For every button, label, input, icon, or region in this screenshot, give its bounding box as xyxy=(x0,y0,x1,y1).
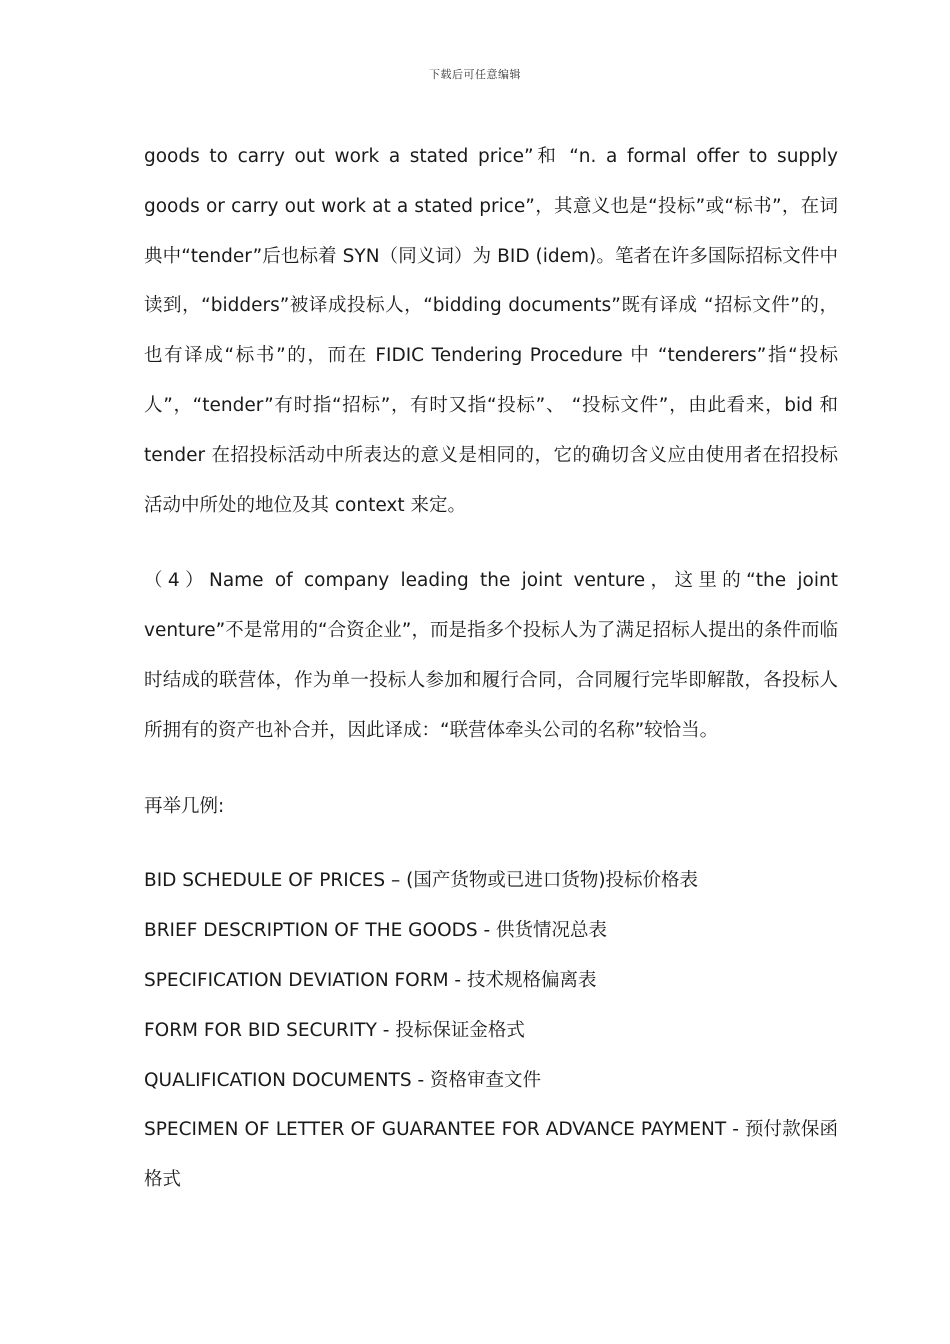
list-item: SPECIMEN OF LETTER OF GUARANTEE FOR ADVANCE PAYMENT - 预付款保函格式 xyxy=(144,1119,838,1191)
page-header: 下载后可任意编辑 xyxy=(429,68,521,81)
paragraph-joint-venture: （4）Name of company leading the joint venture，这里的“the joint venture”不是常用的“合资企业”，而是指多个投标人为了满足招标人提出的条件而临时结成的联营体，作为单一投标人参加和履行合同，合同履行完毕即解散，各投标人所拥有的资产也补合并，因此译成：“联营体牵头公司的名称”较恰当。 xyxy=(144,570,838,741)
list-item: BID SCHEDULE OF PRICES – (国产货物或已进口货物)投标价格表 xyxy=(144,870,699,892)
list-item: SPECIFICATION DEVIATION FORM - 技术规格偏离表 xyxy=(144,969,597,991)
list-item: FORM FOR BID SECURITY - 投标保证金格式 xyxy=(144,1019,525,1041)
document-body xyxy=(144,132,838,1205)
paragraph-bid-tender-meaning: goods to carry out work a stated price”和 “n. a formal offer to supply goods or carry out work at a stated price”，其意义也是“投标”或“标书”，在词典中“tender”后也标着 SYN（同义词）为 BID (idem)。笔者在许多国际招标文件中读到，“bidders”被译成投标人，“bidding documents”既有译成 “招标文件”的，也有译成“标书”的，而在 FIDIC Tendering Procedure 中 “tenderers”指“投标人”，“tender”有时指“招标”，有时又指“投标”、 “投标文件”，由此看来，bid 和 tender 在招投标活动中所表达的意义是相同的，它的确切含义应由使用者在招投标活动中所处的地位及其 context 来定。 xyxy=(144,146,838,516)
examples-list xyxy=(144,856,838,1205)
list-item: QUALIFICATION DOCUMENTS - 资格审查文件 xyxy=(144,1069,542,1091)
list-item: BRIEF DESCRIPTION OF THE GOODS - 供货情况总表 xyxy=(144,920,608,942)
examples-intro: 再举几例: xyxy=(144,795,225,817)
